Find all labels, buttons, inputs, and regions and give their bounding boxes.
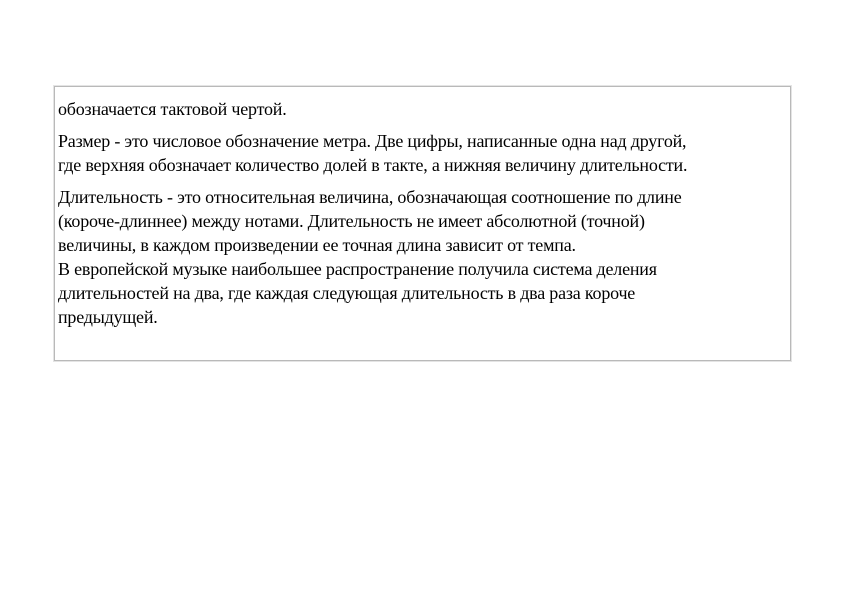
text-line: где верхняя обозначает количество долей в такте, а нижняя величину длительности. — [58, 155, 688, 175]
text-line: Размер - это числовое обозначение метра. Две цифры, написанные одна над другой, — [58, 131, 687, 151]
text-box — [54, 86, 791, 361]
text-line: Длительность - это относительная величина, обозначающая соотношение по длине — [58, 187, 682, 207]
text-line: В европейской музыке наибольшее распространение получила система деления — [58, 259, 657, 279]
text-line: величины, в каждом произведении ее точная длина зависит от темпа. — [58, 235, 576, 255]
paragraph-time-signature — [58, 129, 784, 177]
text-line: предыдущей. — [58, 307, 158, 327]
paragraph-duration — [58, 185, 784, 329]
text-line: обозначается тактовой чертой. — [58, 99, 287, 119]
paragraph-barline — [58, 97, 784, 121]
text-line: длительностей на два, где каждая следующая длительность в два раза короче — [58, 283, 636, 303]
text-line: (короче-длиннее) между нотами. Длительность не имеет абсолютной (точной) — [58, 211, 645, 231]
